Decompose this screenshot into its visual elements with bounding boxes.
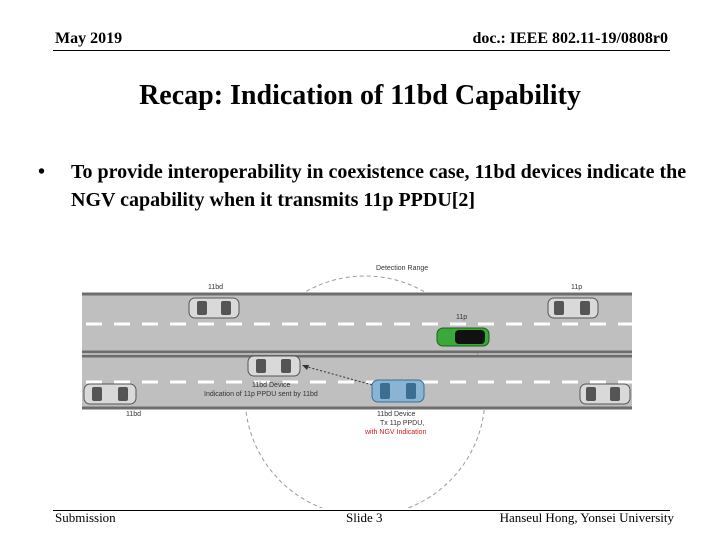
tx-device-label-line2: Tx 11p PPDU,: [380, 420, 425, 427]
car-lower-right: [580, 384, 630, 404]
slide-title: Recap: Indication of 11bd Capability: [139, 80, 581, 111]
header-rule: [53, 50, 670, 51]
car-green-label: 11p: [456, 314, 468, 321]
rx-device-label-line1: 11bd Device: [252, 382, 291, 389]
car-lower-left-label: 11bd: [126, 411, 142, 418]
car-11bd-tx-device: [372, 380, 424, 402]
detection-range-label: Detection Range: [376, 265, 429, 272]
road-lower: [82, 356, 632, 408]
header-doc-id: doc.: IEEE 802.11-19/0808r0: [472, 30, 668, 47]
car-11bd-top-left: [189, 298, 239, 318]
footer-submission: Submission: [55, 510, 116, 525]
car-11p-green: [437, 328, 489, 346]
tx-device-label-line1: 11bd Device: [377, 411, 416, 418]
header-date: May 2019: [55, 30, 123, 47]
car-11bd-lower-left: [84, 384, 136, 404]
tx-device-label-line3: with NGV Indication: [365, 429, 427, 436]
bullet-text: To provide interoperability in coexistence case, 11bd devices indicate the NGV capability when it transmits 11p PPDU[2]: [71, 161, 687, 211]
coexistence-figure: [80, 258, 640, 508]
car-top-right-label: 11p: [571, 284, 583, 291]
car-11p-top-right: [548, 298, 598, 318]
footer-author: Hanseul Hong, Yonsei University: [499, 510, 674, 525]
footer-slide-number: Slide 3: [346, 510, 383, 525]
car-top-left-label: 11bd: [208, 284, 224, 291]
rx-device-label-line2: Indication of 11p PPDU sent by 11bd: [204, 391, 318, 398]
car-11bd-rx-device: [248, 356, 300, 376]
bullet-marker: •: [38, 161, 46, 183]
